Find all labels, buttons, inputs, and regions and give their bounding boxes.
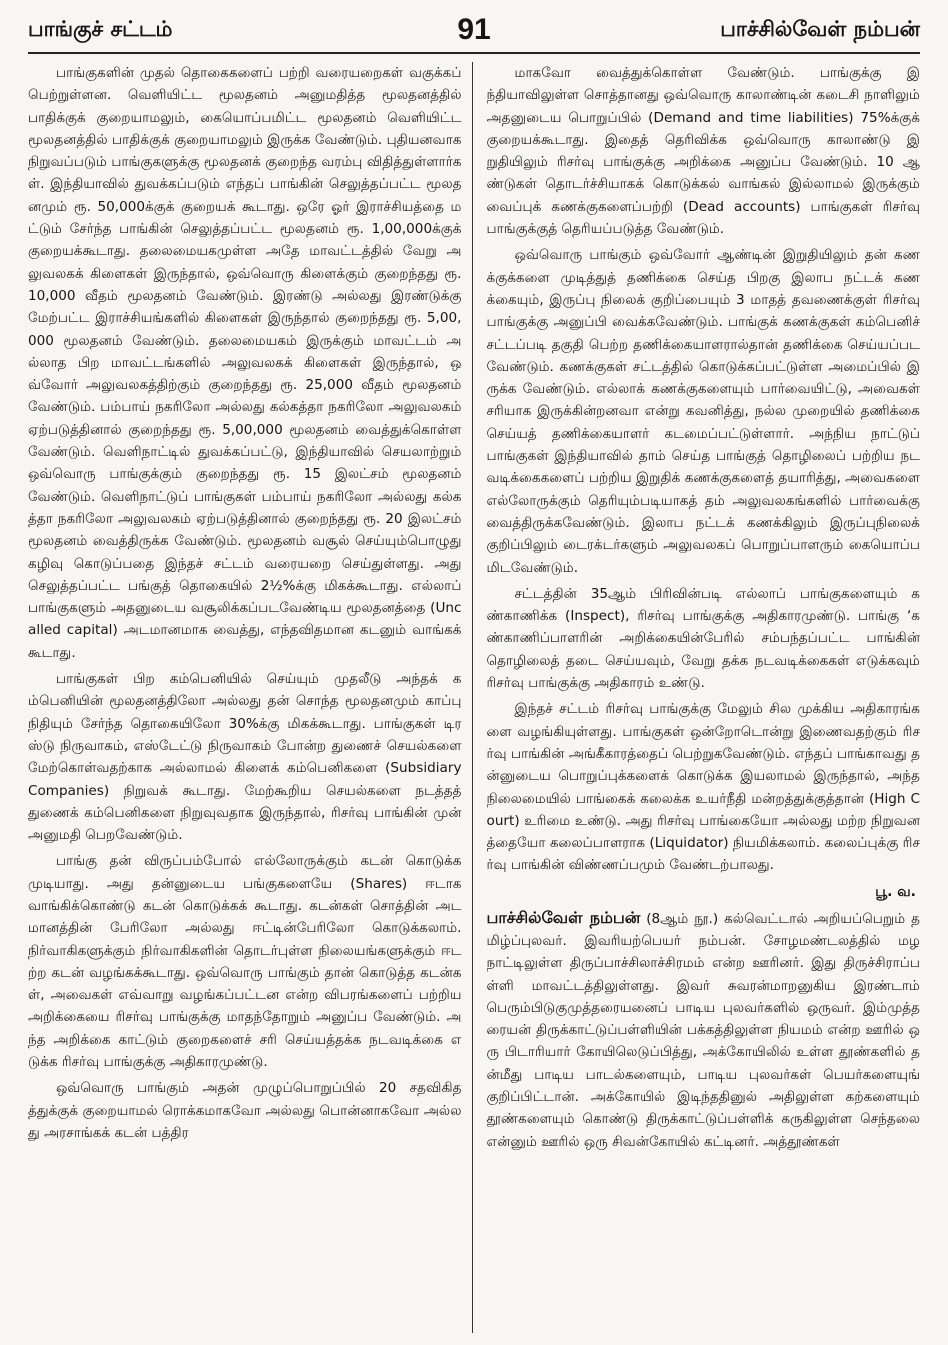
left-column [28, 62, 473, 1333]
author-initials: பூ. வ. [875, 883, 916, 900]
paragraph-reserves: ஒவ்வொரு பாங்கும் அதன் முழுப்பொறுப்பில் 20 சதவிகிதத்துக்குக் குறையாமல் ரொக்கமாகவோ அல்லது பொன்னாகவோ அல்லது அரசாங்கக் கடன் பத்திர [28, 1080, 462, 1141]
header-right-title: பாச்சில்வேள் நம்பன் [720, 16, 920, 41]
entry-paachilvel-nambpan [487, 907, 921, 1153]
running-header [28, 8, 920, 54]
paragraph-investments: பாங்குகள் பிற கம்பெனியில் செய்யும் முதலீடு அந்தக் கம்பெனியின் மூலதனத்திலோ அல்லது தன் சொந்த மூலதனமும் காப்பு நிதியும் சேர்ந்த தொகையிலோ 30%க்கு மிகக்கூடாது. பாங்குகள் டிரஸ்டு நிருவாகம், எஸ்டேட்டு நிருவாகம் போன்ற துணைச் செயல்களை மேற்கொள்வதற்காக அல்லாமல் கிளைக் கம்பெனிகளை (Subsidiary Companies) நிறுவக் கூடாது. மேற்கூறிய செயல்களை நடத்தத் துணைக் கம்பெனிகளை நிறுவுவதாக இருந்தால், ரிசர்வு பாங்கின் முன் அனுமதி பெறவேண்டும். [28, 671, 462, 844]
paragraph-inspection: சட்டத்தின் 35ஆம் பிரிவின்படி எல்லாப் பாங்குகளையும் கண்காணிக்க (Inspect), ரிசர்வு பாங்குக்கு அதிகாரமுண்டு. பாங்கு ‘கண்காணிப்பாளரின் அறிக்கையின்பேரில் சம்பந்தப்பட்ட பாங்கின் தொழிலைத் தடை செய்யவும், வேறு தக்க நடவடிக்கைகள் எடுக்கவும் ரிசர்வு பாங்குக்கு அதிகாரம் உண்டு. [486, 585, 920, 692]
page-number: 91 [457, 13, 491, 46]
entry-text: (8ஆம் நூ.) கல்வெட்டால் அறியப்பெறும் தமிழ்ப்புலவர். இவரியற்பெயர் நம்பன். சோழமண்டலத்தில் மழ நாட்டிலுள்ள திருப்பாச்சிலாச்சிரமம் என்ற ஊரினர். இது திருச்சிராப்பள்ளி மாவட்டத்திலுள்ளது. இவர் சுவரன்மாறனுகிய இரண்டாம் பெரும்பிடுகுமுத்தரையனைப் பாடிய புலவர்களில் ஒருவர். இம்முத்தரையன் திருக்காட்டுப்பள்ளியின் பக்கத்திலுள்ள நியமம் என்ற ஊரில் ஒரு பிடாரியார் கோயிலெடுப்பித்து, அக்கோயிலில் உள்ள தூண்களில் தன்மீது பாடிய பாடல்களையும், பாடிய புலவர்கள் பெயர்களையுங் குறிப்பிட்டான். அக்கோயில் இடிந்ததினுல் அதிலுள்ள கற்களையும் தூண்களையும் கொண்டு திருக்காட்டுப்பள்ளிக் கருகிலுள்ள செந்தலை என்னும் ஊரில் ஒரு சிவன்கோயில் கட்டினர். அத்தூண்கள் [486, 910, 920, 1150]
paragraph-liabilities: மாகவோ வைத்துக்கொள்ள வேண்டும். பாங்குக்கு இந்தியாவிலுள்ள சொத்தானது ஒவ்வொரு காலாண்டின் கடைசி நாளிலும் அதனுடைய பொறுப்பில் (Demand and time liabilities) 75%க்குக் குறையக்கூடாது. இதைத் தெரிவிக்க ஒவ்வொரு காலாண்டு இறுதியிலும் ரிசர்வு பாங்குக்கு அறிக்கை அனுப்ப வேண்டும். 10 ஆண்டுகள் தொடர்ச்சியாகக் கொடுக்கல் வாங்கல் இல்லாமல் இருக்கும் வைப்புக் கணக்குகளைப்பற்றி (Dead accounts) பாங்குகள் ரிசர்வு பாங்குக்குத் தெரியப்படுத்த வேண்டும். [486, 65, 920, 238]
header-left-title: பாங்குச் சட்டம் [28, 16, 173, 41]
paragraph-powers: இந்தச் சட்டம் ரிசர்வு பாங்குக்கு மேலும் சில முக்கிய அதிகாரங்களை வழங்கியுள்ளது. பாங்குகள் ஒன்றோடொன்று இணைவதற்கும் ரிசர்வு பாங்கின் அங்கீகாரத்தைப் பெற்றுகவேண்டும். எந்தப் பாங்காவது தன்னுடைய பொறுப்புக்களைக் கொடுக்க இயலாமல் இருந்தால், அந்த நிலைமையில் பாங்கைக் கலைக்க உயர்நீதி மன்றத்துக்குத்தான் (High Court) உரிமை உண்டு. அது ரிசர்வு பாங்கையோ அல்லது மற்ற நிறுவனத்தையோ கலைப்பாளராக (Liquidator) நியமிக்கலாம். கலைப்புக்கு ரிசர்வு பாங்கின் விண்ணப்பமும் வேண்டற்பாலது. [486, 701, 920, 874]
right-column [487, 62, 921, 1333]
two-column-body [28, 62, 920, 1333]
paragraph-capital-requirements: பாங்குகளின் முதல் தொகைகளைப் பற்றி வரையறைகள் வகுக்கப் பெற்றுள்ளன. வெளியிட்ட மூலதனம் அனுமதித்த மூலதனத்தில் பாதிக்குக் குறையாமலும், கையொப்பமிட்ட மூலதனம் வெளியிட்ட மூலதனத்தில் பாதிக்குக் குறையாமலும் இருக்க வேண்டும். புதியனவாக நிறுவப்படும் பாங்குகளுக்கு மூலதனக் குறைந்த வரம்பு விதித்துள்ளார்கள். இந்தியாவில் துவக்கப்படும் எந்தப் பாங்கின் செலுத்தப்பட்ட மூலதனமும் ரூ. 50,000க்குக் குறையக் கூடாது. ஒரே ஓர் இராச்சியத்தை மட்டும் சேர்ந்த பாங்கின் செலுத்தப்பட்ட மூலதனம் ரூ. 1,00,000க்குக் குறையக்கூடாது. தலைமையகமுள்ள அதே மாவட்டத்தில் வேறு அலுவலகக் கிளைகள் இருந்தால், ஒவ்வொரு கிளைக்கும் குறைந்தது ரூ. 10,000 வீதம் மூலதனம் வேண்டும். இரண்டு அல்லது இரண்டுக்கு மேற்பட்ட இராச்சியங்களில் கிளைகள் இருந்தால் குறைந்தது ரூ. 5,00,000 மூலதனம் வேண்டும். தலைமையகம் இருக்கும் மாவட்டம் அல்லாத பிற மாவட்டங்களில் அலுவலகக் கிளைகள் இருந்தால், ஒவ்வோர் அலுவலகத்திற்கும் குறைந்தது ரூ. 25,000 வீதம் மூலதனம் வேண்டும். பம்பாய் நகரிலோ அல்லது கல்கத்தா நகரிலோ அலுவலகம் ஏற்படுத்தினால் குறைந்தது ரூ. 5,00,000 மூலதனம் வைத்துக்கொள்ள வேண்டும். வெளிநாட்டில் துவக்கப்பட்டு, இந்தியாவில் செயலாற்றும் ஒவ்வொரு பாங்குக்கும் குறைந்தது ரூ. 15 இலட்சம் மூலதனம் வேண்டும். வெளிநாட்டுப் பாங்குகள் பம்பாய் நகரிலோ அல்லது கல்கத்தா நகரிலோ அலுவலகம் ஏற்படுத்தினால் குறைந்தது ரூ. 20 இலட்சம் மூலதனம் வைத்திருக்க வேண்டும். மூலதனம் வசூல் செய்யும்பொழுது கழிவு கொடுப்பதை இந்தச் சட்டம் வரையறை செய்துள்ளது. அது செலுத்தப்பட்ட பங்குத் தொகையில் 2½%க்கு மிகக்கூடாது. எல்லாப் பாங்குகளும் அதனுடைய வசூலிக்கப்படவேண்டிய மூலதனத்தை (Uncalled capital) அடமானமாக வைத்து, எந்தவிதமான கடனும் வாங்கக் கூடாது. [28, 65, 462, 661]
paragraph-loans: பாங்கு தன் விருப்பம்போல் எல்லோருக்கும் கடன் கொடுக்க முடியாது. அது தன்னுடைய பங்குகளையே (Shares) ஈடாக வாங்கிக்கொண்டு கடன் கொடுக்கக் கூடாது. கடன்கள் சொத்தின் அடமானத்தின் பேரிலோ அல்லது ஈட்டின்பேரிலோ கொடுக்கலாம். நிர்வாகிகளுக்கும் நிர்வாகிகளின் தொடர்புள்ள நிலையங்களுக்கும் ஈடற்ற கடன் வழங்கக்கூடாது. ஒவ்வொரு பாங்கும் தான் கொடுத்த கடன்கள், அவைகள் எவ்வாறு வழங்கப்பட்டன என்ற விபரங்களைப் பற்றிய அறிக்கையை ரிசர்வு பாங்குக்கு மாதந்தோறும் அனுப்ப வேண்டும். அந்த அறிக்கை காட்டும் குறைகளைச் சரி செய்யத்தக்க நடவடிக்கை எடுக்க ரிசர்வு பாங்குக்கு அதிகாரமுண்டு. [28, 853, 462, 1071]
entry-heading: பாச்சில்வேள் நம்பன் [486, 907, 641, 927]
paragraph-audit: ஒவ்வொரு பாங்கும் ஒவ்வோர் ஆண்டின் இறுதியிலும் தன் கணக்குக்களை முடித்துத் தணிக்கை செய்த பிறகு இலாப நட்டக் கணக்கையும், இருப்பு நிலைக் குறிப்பையும் 3 மாதத் தவணைக்குள் ரிசர்வு பாங்குக்கு அனுப்பி வைக்கவேண்டும். பாங்குக் கணக்குகள் கம்பெனிச் சட்டப்படி தகுதி பெற்ற தணிக்கையாளரால்தான் தணிக்கை செய்யப்படவேண்டும். கணக்குகள் சட்டத்தில் கொடுக்கப்பட்டுள்ள அமைப்பில் இருக்க வேண்டும். எல்லாக் கணக்குகளையும் பார்வையிட்டு, அவைகள் சரியாக இருக்கின்றனவா என்று கவனித்து, நல்ல முறையில் தணிக்கை செய்யத் தணிக்கையாளர் கடமைப்பட்டுள்ளார். அந்நிய நாட்டுப் பாங்குகள் இந்தியாவில் தாம் செய்த பாங்குத் தொழிலைப் பற்றிய நடவடிக்கைகளைப் பற்றிய இறுதிக் கணக்குகளைத் தயாரித்து, அவைகளை எல்லோருக்கும் தெரியும்படியாகத் தம் அலுவலகங்களில் பார்வைக்கு வைத்திருக்கவேண்டும். இலாப நட்டக் கணக்கிலும் இருப்புநிலைக் குறிப்பிலும் டைரக்டர்களும் அலுவலகப் பொறுப்பாளரும் கையொப்பமிடவேண்டும். [486, 247, 920, 576]
